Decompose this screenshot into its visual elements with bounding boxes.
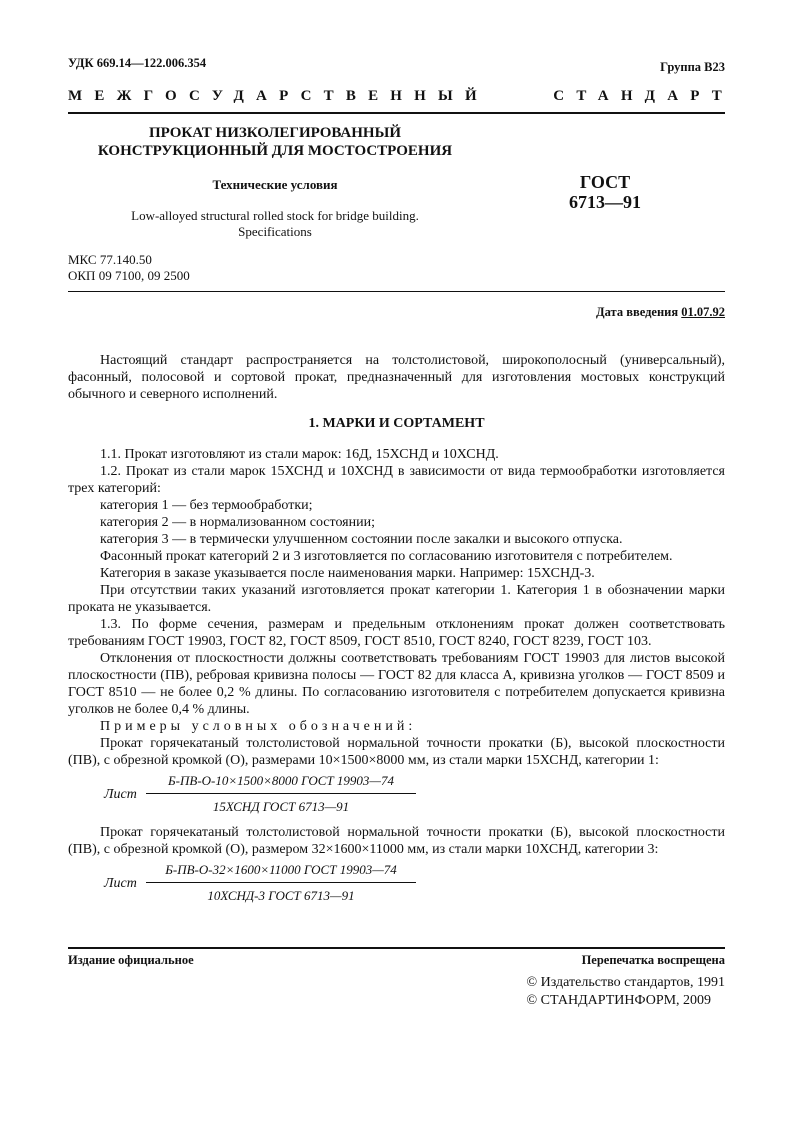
- intro-date-value: 01.07.92: [681, 305, 725, 319]
- example-2-fraction-bar: [146, 882, 416, 883]
- document-title: [90, 124, 460, 160]
- document-body: [68, 352, 725, 913]
- example-2-numerator: Б-ПВ-О-32×1600×11000 ГОСТ 19903—74: [165, 862, 397, 877]
- title-line-1: ПРОКАТ НИЗКОЛЕГИРОВАННЫЙ: [149, 125, 401, 141]
- example-1-numerator: Б-ПВ-О-10×1500×8000 ГОСТ 19903—74: [168, 773, 394, 788]
- standard-type-word2: СТАНДАРТ: [553, 88, 734, 104]
- example-2-label: Лист: [104, 876, 137, 891]
- english-title: [90, 208, 460, 239]
- category-1: категория 1 — без термообработки;: [100, 498, 313, 513]
- english-title-line-1: Low-alloyed structural rolled stock for bridge building.: [131, 208, 419, 223]
- gost-code: 6713—91: [569, 192, 641, 212]
- copyright-line-1: © Издательство стандартов, 1991: [526, 975, 725, 990]
- example-1-designation: [68, 771, 725, 821]
- example-2-denominator: 10ХСНД-3 ГОСТ 6713—91: [207, 888, 355, 903]
- order-category-paragraph: Категория в заказе указывается после наименования марки. Например: 15ХСНД-3.: [100, 566, 595, 581]
- section-1-heading: 1. МАРКИ И СОРТАМЕНТ: [308, 416, 485, 431]
- standard-type-heading: [68, 88, 734, 105]
- codes-rule: [68, 291, 725, 292]
- examples-heading: Примеры условных обозначений:: [100, 719, 417, 734]
- copyright-line-2: © СТАНДАРТИНФОРМ, 2009: [526, 993, 712, 1008]
- example-1-fraction-bar: [146, 793, 416, 794]
- shaped-stock-paragraph: Фасонный прокат категорий 2 и 3 изготовляется по согласованию изготовителя с потребителем.: [100, 549, 673, 564]
- introduction-date: [596, 305, 725, 320]
- header-rule: [68, 112, 725, 114]
- english-title-line-2: Specifications: [238, 223, 312, 239]
- clause-1-2: 1.2. Прокат из стали марок 15ХСНД и 10ХСНД в зависимости от вида термообработки изготовляется трех категорий:: [68, 464, 725, 496]
- intro-date-label: Дата введения: [596, 305, 679, 319]
- standard-type-word1: МЕЖГОСУДАРСТВЕННЫЙ: [68, 88, 489, 104]
- classification-codes: [68, 252, 190, 283]
- udk-code: УДК 669.14—122.006.354: [68, 56, 207, 70]
- title-line-2: КОНСТРУКЦИОННЫЙ ДЛЯ МОСТОСТРОЕНИЯ: [97, 143, 453, 159]
- category-3: категория 3 — в термически улучшенном состоянии после закалки и высокого отпуска.: [100, 532, 623, 547]
- mks-code: МКС 77.140.50: [68, 252, 152, 267]
- official-edition-label: Издание официальное: [68, 953, 194, 967]
- group-code: Группа В23: [660, 60, 725, 74]
- flatness-paragraph: Отклонения от плоскостности должны соответствовать требованиям ГОСТ 19903 для листов высокой плоскостности (ПВ), ребровая кривизна полосы — ГОСТ 82 для класса А, кривизна уголков — ГОСТ 8509 и ГОСТ 8510 — не более 0,2 % длины. По согласованию изготовителя с потребителем допускается кривизна уголков не более 0,4 % длины.: [68, 651, 725, 717]
- gost-number: [540, 172, 670, 212]
- example-1-text: Прокат горячекатаный толстолистовой нормальной точности прокатки (Б), высокой плоскостности (ПВ), с обрезной кромкой (О), размерами 10×1500×8000 мм, из стали марки 15ХСНД, категории 1:: [68, 736, 725, 768]
- intro-paragraph: Настоящий стандарт распространяется на толстолистовой, широкополосный (универсальный), фасонный, полосовой и сортовой прокат, предназначенный для изготовления мостовых конструкций обычного и северного исполнений.: [68, 353, 725, 402]
- footer-rule: [68, 947, 725, 949]
- document-subtitle: Технические условия: [212, 177, 338, 192]
- gost-label: ГОСТ: [579, 172, 631, 192]
- example-2-designation: [68, 860, 725, 910]
- category-2: категория 2 — в нормализованном состоянии;: [100, 515, 375, 530]
- example-1-denominator: 15ХСНД ГОСТ 6713—91: [212, 799, 350, 814]
- copyright-block: [527, 974, 725, 1010]
- example-1-label: Лист: [104, 787, 137, 802]
- reprint-prohibited-label: Перепечатка воспрещена: [581, 953, 725, 967]
- clause-1-1: 1.1. Прокат изготовляют из стали марок: 16Д, 15ХСНД и 10ХСНД.: [100, 447, 499, 462]
- absence-paragraph: При отсутствии таких указаний изготовляется прокат категории 1. Категория 1 в обозначении марки проката не указывается.: [68, 583, 725, 615]
- clause-1-3: 1.3. По форме сечения, размерам и предельным отклонениям прокат должен соответствовать требованиям ГОСТ 19903, ГОСТ 82, ГОСТ 8509, ГОСТ 8510, ГОСТ 8240, ГОСТ 8239, ГОСТ 103.: [68, 617, 725, 649]
- okp-code: ОКП 09 7100, 09 2500: [68, 267, 190, 283]
- example-2-text: Прокат горячекатаный толстолистовой нормальной точности прокатки (Б), высокой плоскостности (ПВ), с обрезной кромкой (О), размером 32×1600×11000 мм, из стали марки 10ХСНД, категории 3:: [68, 825, 725, 857]
